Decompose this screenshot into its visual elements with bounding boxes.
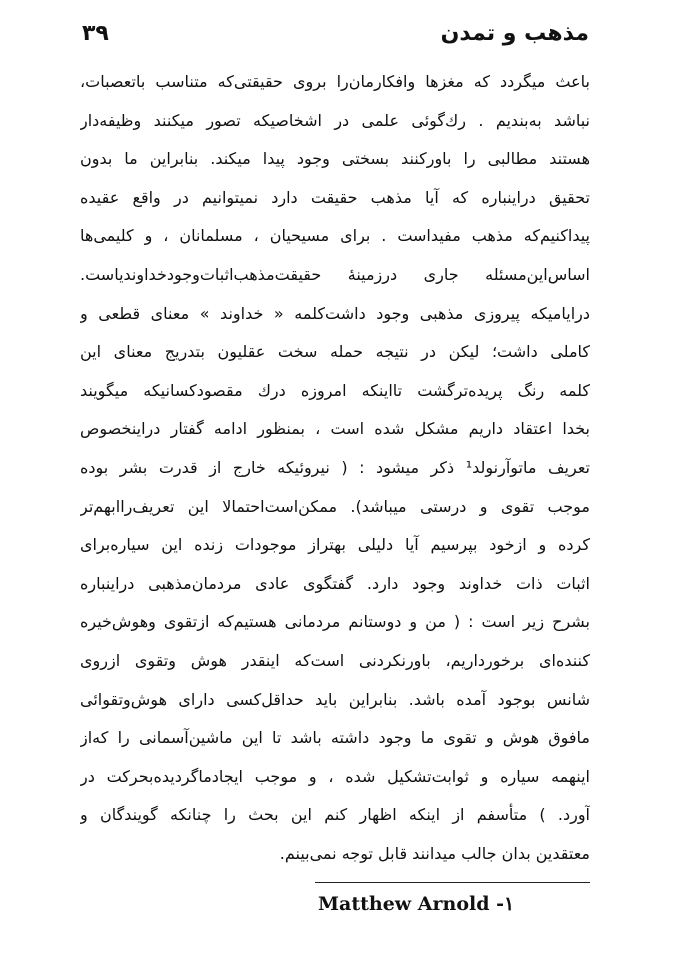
page-header [82,16,589,50]
text-line: هستند مطالبی را باورکنند بسختی وجود پیدا میکند. بنابراین ما بدون [80,149,590,169]
running-title: مذهب و تمدن [440,20,589,46]
page-number: ۳۹ [82,20,109,46]
text-line: کاملی داشت؛ لیکن در نتیجه حمله سخت عقلیون بتدریج معنای این [80,342,590,362]
text-line: بشرح زیر است : ( من و دوستانم مردمانی هستیم‌که ازتقوی وهوش‌خیره [80,612,590,632]
text-line: کننده‌ای برخورداریم، باورنکردنی است‌که اینقدر هوش وتقوی ازروی [80,650,590,670]
text-line: موجب تقوی و درستی میباشد). ممکن‌است‌احتمالا این تعریف‌راابهم‌تر [80,496,590,516]
text-line: تحقیق دراینباره که آیا مذهب حقیقت دارد نمیتوانیم در واقع عقیده [80,187,590,207]
text-line: بخدا اعتقاد داریم مشکل شده است ، بمنظور ادامه گفتار دراینخصوص [80,419,590,439]
text-line: کلمه رنگ پریده‌ترگشت تااینکه امروزه درك مقصودکسانیکه میگویند [80,380,590,400]
footnote-divider [315,882,590,883]
text-line: آورد. ) متأسفم از اینکه اظهار کنم این بحث را چنانکه گویندگان و [80,805,590,825]
text-line: مافوق هوش و تقوی ما وجود داشته باشد تا این ماشین‌آسمانی را که‌از [80,728,590,748]
text-line: باعث میگردد که مغزها وافکارمان‌را بروی حقیقتی‌که متناسب باتعصبات، [80,72,590,91]
text-line: پیداکنیم‌که مذهب مفیداست . برای مسیحیان ، مسلمانان ، و کلیمی‌ها [80,226,590,246]
footnote: Matthew Arnold -۱ [318,893,515,915]
text-line: اساس‌این‌مسئله جاری درزمینهٔ حقیقت‌مذهب‌اثبات‌وجودخداوند‌یاست. [80,264,590,284]
body-text [80,63,590,873]
text-line: نباشد به‌بندیم . رك‌گوئی علمی در اشخاصیکه تصور میکنند وظیفه‌دار [80,110,590,130]
text-line: اثبات ذات خداوند وجود دارد. گفتگوی عادی مردمان‌مذهبی دراینباره [80,573,590,593]
text-line: کرده و ازخود بپرسیم آیا دلیلی بهتراز موجودات زنده این سیاره‌برای [80,535,590,555]
text-line: شانس بوجود آمده باشد. بنابراین باید حداقل‌کسی دارای هوش‌وتقوائی [80,689,590,709]
text-line: درایامیکه پیروزی مذهبی وجود داشت‌کلمه « خداوند » معنای قطعی و [80,303,590,323]
text-line: معتقدین بدان جالب میدانند قابل توجه نمی‌بینم. [279,843,590,863]
text-line: تعریف ماتوآرنولد¹ ذکر میشود : ( نیروئیکه خارج از قدرت بشر بوده [80,457,590,477]
text-line: اینهمه سیاره و ثوابت‌تشکیل شده ، و موجب ایجادماگردیده‌بحرکت در [80,766,590,786]
